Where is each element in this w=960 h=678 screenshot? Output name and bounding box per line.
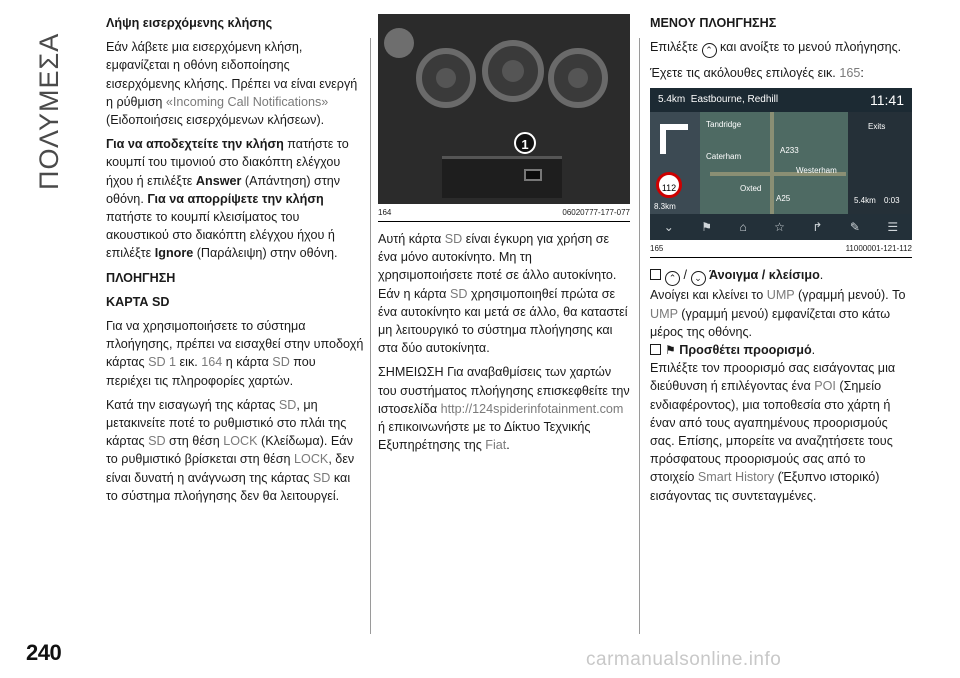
bullet-open-close: ⌃ / ⌄ Άνοιγμα / κλείσιμο.: [650, 266, 912, 286]
remaining-distance: 5.4km: [854, 196, 876, 206]
exits-label: Exits: [868, 122, 886, 132]
column-divider: [639, 38, 640, 634]
route-icon: ↱: [812, 220, 823, 235]
figure-164-caption: [378, 208, 630, 222]
nav-road-name: Eastbourne, Redhill: [690, 94, 779, 106]
climate-dial-right: [548, 48, 608, 108]
chevron-up-icon: ⌃: [702, 43, 717, 58]
eta-label: 0:03: [884, 196, 900, 206]
climate-dial-left: [416, 48, 476, 108]
chapter-title-text: ΠΟΛΥΜΕΣΑ: [34, 32, 64, 190]
sd-card-slot: [524, 169, 542, 181]
paragraph-incoming-call: Εάν λάβετε μια εισερχόμενη κλήση, εμφανίζεται η οθόνη ειδοποίησης εισερχόμενης κλήσης. Πρέπει να είναι ενεργή η ρύθμιση «Incoming Call Notifications» (Ειδοποιήσεις εισερχόμενων κλήσεων).: [106, 40, 358, 128]
website-link: http://124spiderinfotainment.com: [440, 401, 624, 416]
paragraph-options: Έχετε τις ακόλουθες επιλογές εικ. 165:: [650, 66, 864, 81]
tools-icon: ✎: [849, 220, 860, 235]
paragraph-sd-insert: Για να χρησιμοποιήσετε το σύστημα πλοήγησης, πρέπει να εισαχθεί στην υποδοχή κάρτας SD 1 εικ. 164 η κάρτα SD που περιέχει τις πληροφορίες χαρτών.: [106, 319, 364, 388]
menu-collapse-icon: ⌄: [663, 220, 674, 235]
chevron-down-icon: ⌄: [691, 271, 706, 286]
climate-dial-center: [482, 40, 544, 102]
nav-map-area: [700, 112, 848, 214]
map-label: A25: [776, 194, 791, 204]
menu-icon: ☰: [887, 220, 899, 235]
paragraph-sd-lock: Κατά την εισαγωγή της κάρτας SD, μη μετακινείτε ποτέ το ρυθμιστικό στο πλάι της κάρτας SD στη θέση LOCK (Κλείδωμα). Εάν το ρυθμιστικό βρίσκεται στη θέση LOCK, δεν είναι δυνατή η ανάγνωση της κάρτας SD και το σύστημα πλοήγησης δεν θα λειτουργεί.: [106, 397, 355, 503]
map-label: Caterham: [706, 152, 742, 162]
paragraph-note-updates: ΣΗΜΕΙΩΣΗ Για αναβαθμίσεις των χαρτών του συστήματος πλοήγησης επισκεφθείτε την ιστοσελίδα http://124spiderinfotainment.com ή επικοινωνήστε με το Δίκτυο Τεχνικής Εξυπηρέτησης της Fiat.: [378, 365, 630, 453]
page-number: 240: [26, 640, 62, 665]
callout-marker: 1: [514, 132, 536, 154]
checkbox-bullet-icon: [650, 269, 661, 280]
turn-arrow-icon: [660, 124, 688, 154]
column-left: [106, 14, 364, 511]
map-label: A233: [780, 146, 799, 156]
figure-code: 11000001-121-112: [845, 244, 912, 254]
map-road: [770, 112, 774, 214]
chapter-side-title: [26, 30, 86, 220]
nav-bottom-menu-bar: [650, 214, 912, 240]
console-storage-slot: [442, 156, 562, 198]
paragraph-select-menu: Επιλέξτε ⌃ και ανοίξτε το μενού πλοήγησης.: [650, 38, 912, 58]
paragraph-ump: Ανοίγει και κλείνει το UMP (γραμμή μενού). Το UMP (γραμμή μενού) εμφανίζεται στο κάτω μέρος της οθόνης.: [650, 288, 906, 339]
paragraph-accept-reject: Για να αποδεχτείτε την κλήση πατήστε το κουμπί του τιμονιού στο διακόπτη ελέγχου ήχου ή επιλέξτε Answer (Απάντηση) στην οθόνη. Για να απορρίψετε την κλήση πατήστε το κουμπί κλεισίματος του ακουστικού στο διακόπτη ελέγχου ήχου ή επιλέξτε Ignore (Παράλειψη) στην οθόνη.: [106, 137, 349, 261]
heading-nav-menu: ΜΕΝΟΥ ΠΛΟΗΓΗΣΗΣ: [650, 16, 777, 30]
trip-distance: 8.3km: [654, 202, 676, 212]
map-label: Oxted: [740, 184, 762, 194]
nav-top-bar: [650, 88, 912, 112]
home-icon: ⌂: [739, 220, 747, 235]
map-label: Tandridge: [706, 120, 742, 130]
map-label: Westerham: [796, 166, 837, 176]
start-stop-button-image: [384, 28, 414, 58]
nav-distance: 5.4km: [658, 94, 686, 106]
watermark: carmanualsonline.info: [586, 649, 782, 670]
nav-side-panel: [848, 112, 912, 214]
chevron-up-icon: ⌃: [665, 271, 680, 286]
column-divider: [370, 38, 371, 634]
figure-code: 06020777-177-077: [562, 208, 630, 217]
speed-limit-badge: 112: [656, 172, 682, 198]
heading-navigation: ΠΛΟΗΓΗΣΗ: [106, 270, 176, 285]
figure-164-console-photo: [378, 14, 630, 204]
paragraph-destination: Επιλέξτε τον προορισμό σας εισάγοντας μια διεύθυνση ή επιλέγοντας ένα POI (Σημείο ενδιαφέροντος), μια τοποθεσία στο χάρτη ή έναν από τους αγαπημένους προορισμούς σας. Επίσης, μπορείτε να αναζητήσετε τους πρόσφατους προορισμούς σας από το στοιχείο Smart History (Έξυπνο ιστορικό) εισάγοντας τις συντεταγμένες.: [650, 361, 896, 503]
paragraph-sd-validity: Αυτή κάρτα SD είναι έγκυρη για χρήση σε ένα μόνο αυτοκίνητο. Μη τη χρησιμοποιήσετε ποτέ σε άλλο αυτοκίνητο. Εάν η κάρτα SD χρησιμοποιηθεί πρώτα σε ένα αυτοκίνητο και μετά σε άλλο, θα καταστεί μη λειτουργικό το σύστημα πλοήγησης και στα δύο αυτοκίνητα.: [378, 232, 628, 356]
figure-165-nav-screen: [650, 88, 912, 240]
nav-clock: 11:41: [870, 92, 904, 109]
column-right: [650, 14, 912, 511]
star-icon: ☆: [774, 220, 785, 235]
add-destination-pin-icon: ⚑: [665, 343, 676, 358]
bullet-add-destination: ⚑ Προσθέτει προορισμό.: [650, 341, 912, 359]
figure-number: 164: [378, 208, 392, 217]
heading-sd-card: ΚΑΡΤΑ SD: [106, 294, 170, 309]
checkbox-bullet-icon: [650, 344, 661, 355]
column-middle: [378, 14, 630, 460]
figure-165-caption: [650, 244, 912, 258]
figure-number: 165: [650, 244, 664, 254]
heading-incoming-call: Λήψη εισερχόμενης κλήσης: [106, 16, 273, 30]
pin-icon: ⚑: [701, 220, 712, 235]
